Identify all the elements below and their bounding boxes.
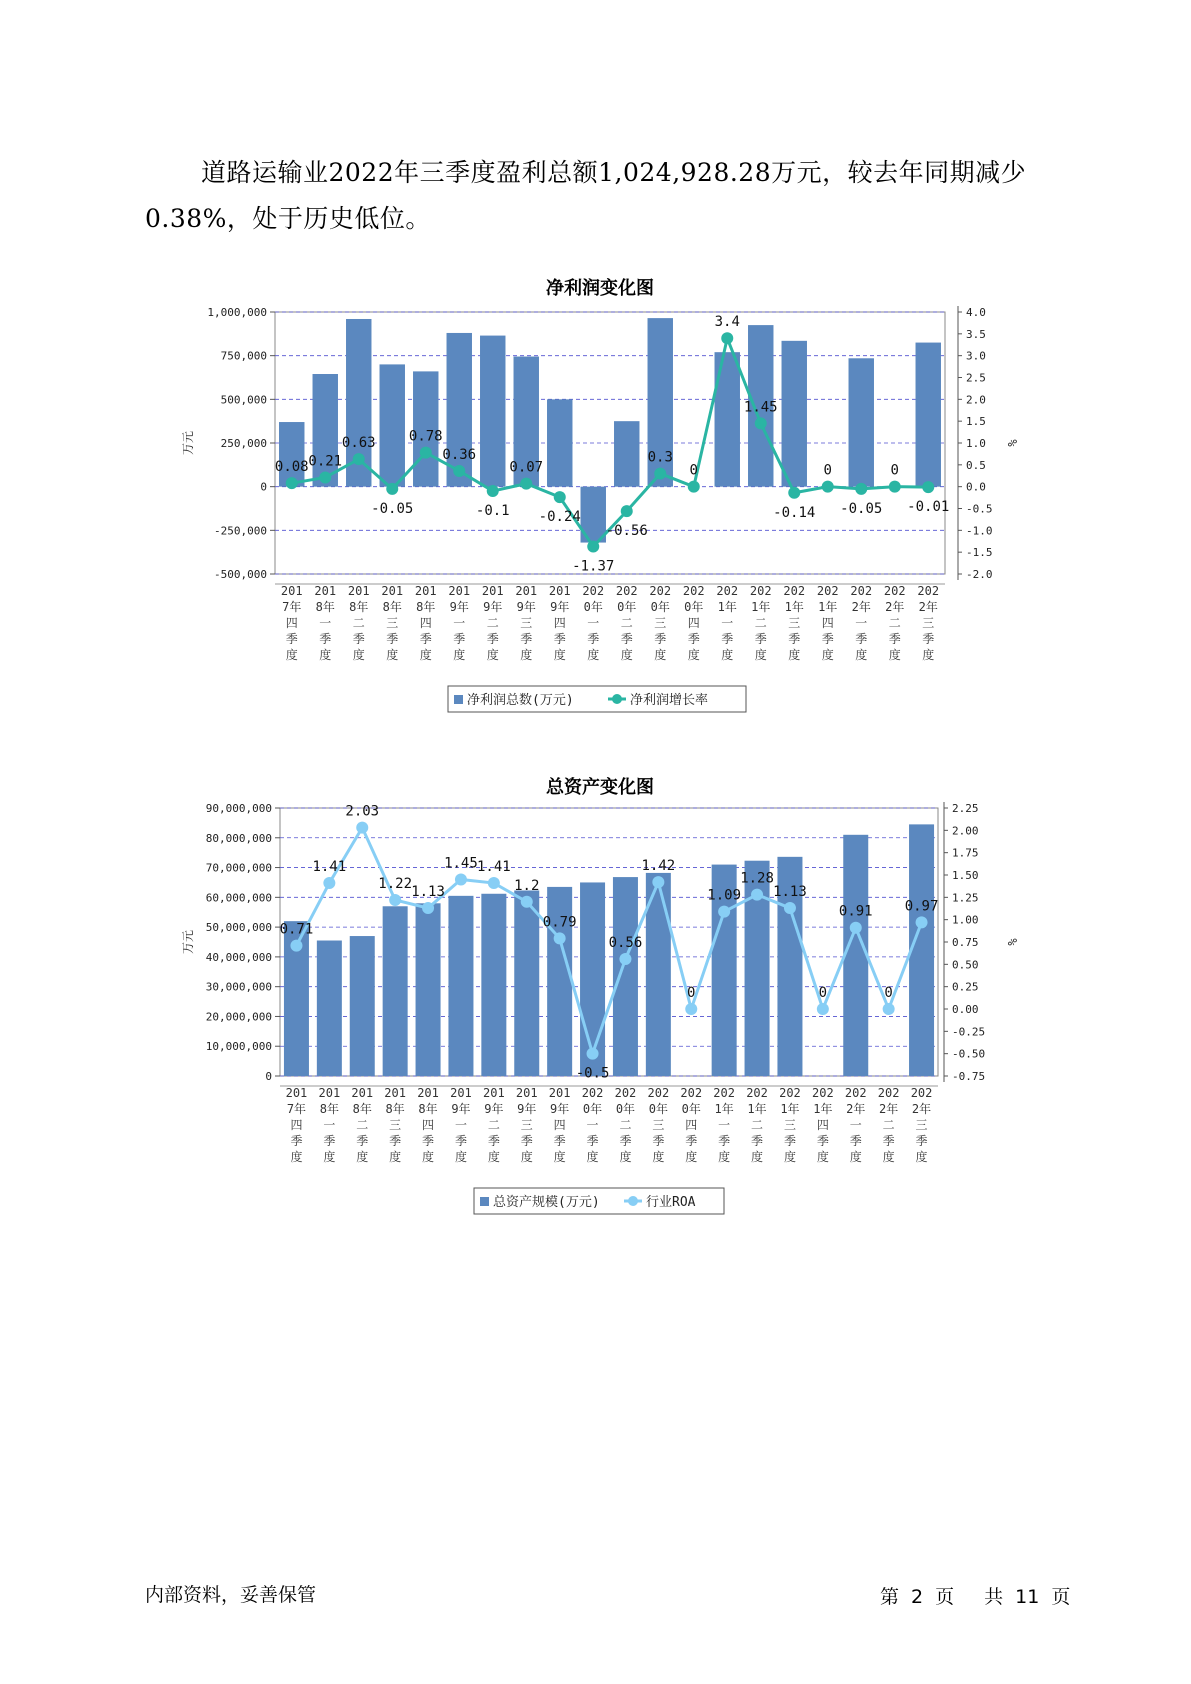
y2-tick-label: -0.25 <box>952 1025 986 1039</box>
bar <box>782 341 807 487</box>
data-label: -0.5 <box>575 1065 610 1082</box>
bar <box>380 364 405 486</box>
x-tick-label: 201 8年二季度 <box>351 1086 374 1164</box>
x-tick-label: 201 9年二季度 <box>483 1086 505 1164</box>
x-tick-label: 202 2年三季度 <box>910 1086 933 1164</box>
x-tick-label: 202 1年一季度 <box>713 1086 735 1164</box>
x-tick-label: 202 2年一季度 <box>850 584 873 662</box>
data-label: 0.91 <box>838 903 873 920</box>
x-tick-label: 202 0年二季度 <box>614 1086 637 1164</box>
y-tick-label: 20,000,000 <box>205 1010 272 1024</box>
data-label: 0.78 <box>408 428 443 445</box>
page-label: 页 <box>1051 1586 1071 1608</box>
y-axis-label: 万元 <box>181 929 195 955</box>
y-tick-label: 30,000,000 <box>205 980 272 994</box>
y-tick-label: 0 <box>265 1070 272 1083</box>
y2-tick-label: 4.0 <box>966 306 986 319</box>
data-label: 0.07 <box>509 459 544 476</box>
x-tick-label: 202 2年一季度 <box>844 1086 867 1164</box>
bar <box>614 421 639 487</box>
legend-bar-label: 净利润总数(万元) <box>467 693 574 708</box>
x-tick-label: 201 8年三季度 <box>384 1086 406 1164</box>
y2-tick-label: 1.0 <box>966 437 986 450</box>
x-tick-label: 201 8年二季度 <box>347 584 370 662</box>
y2-tick-label: -0.5 <box>966 502 993 516</box>
line-point <box>286 477 298 489</box>
x-tick-label: 201 9年四季度 <box>548 1086 571 1164</box>
line-point <box>455 873 467 885</box>
data-label: -0.05 <box>840 500 883 517</box>
bar <box>580 882 605 1076</box>
bar <box>916 343 941 487</box>
line-point <box>323 877 335 889</box>
y-tick-label: -500,000 <box>214 568 267 581</box>
legend-line-marker <box>628 1196 638 1206</box>
x-tick-label: 202 1年一季度 <box>716 584 739 662</box>
y2-tick-label: 0.0 <box>966 480 986 494</box>
x-tick-label: 202 0年二季度 <box>615 584 638 662</box>
y2-tick-label: 0.5 <box>966 458 986 472</box>
line-point <box>356 822 368 834</box>
x-tick-label: 202 1年三季度 <box>783 584 806 662</box>
x-tick-label: 202 1年三季度 <box>779 1086 801 1164</box>
chart-title-net-profit: 净利润变化图 <box>546 278 654 299</box>
data-label: 1.28 <box>740 870 774 887</box>
line-point <box>889 481 901 493</box>
y2-tick-label: -1.0 <box>966 524 993 538</box>
x-tick-label: 202 2年三季度 <box>917 584 940 662</box>
y2-tick-label: 0.25 <box>952 980 979 994</box>
bar <box>547 399 572 486</box>
data-label: 0.3 <box>647 449 673 466</box>
data-label: 0 <box>823 462 832 479</box>
y-tick-label: 250,000 <box>220 437 267 450</box>
bar <box>279 422 304 487</box>
line-point <box>587 1048 599 1060</box>
line-point <box>817 1003 829 1015</box>
line-point <box>554 932 566 944</box>
bar <box>448 896 473 1076</box>
x-tick-label: 201 9年一季度 <box>450 1086 472 1164</box>
y-tick-label: 500,000 <box>220 393 267 407</box>
bar <box>481 894 506 1076</box>
y2-tick-label: 2.25 <box>952 802 979 815</box>
data-label: -0.24 <box>538 509 581 526</box>
x-tick-label: 201 9年二季度 <box>481 584 504 662</box>
line-point <box>521 896 533 908</box>
legend-bar-swatch <box>454 695 463 704</box>
footer-confidential-note: 内部资料，妥善保管 <box>145 1584 317 1606</box>
bar <box>849 358 874 486</box>
data-label: -0.01 <box>907 499 950 516</box>
x-tick-label: 201 8年一季度 <box>314 584 337 662</box>
data-label: 0 <box>689 462 698 479</box>
line-point <box>488 877 500 889</box>
y2-tick-label: 2.5 <box>966 371 986 385</box>
legend-bar-swatch <box>480 1197 489 1206</box>
x-tick-label: 201 9年三季度 <box>515 584 538 662</box>
x-tick-label: 201 9年一季度 <box>448 584 471 662</box>
y2-tick-label: 2.0 <box>966 393 986 407</box>
page-total: 11 <box>1015 1586 1040 1608</box>
y2-tick-label: 0.75 <box>952 936 979 949</box>
y-tick-label: -250,000 <box>214 524 267 538</box>
total-label: 共 <box>984 1586 1004 1608</box>
line-point <box>422 902 434 914</box>
line-point <box>922 481 934 493</box>
y-tick-label: 90,000,000 <box>205 802 272 815</box>
net-profit-chart <box>0 300 1191 760</box>
x-tick-label: 201 7年四季度 <box>285 1086 308 1164</box>
line-point <box>755 417 767 429</box>
line-point <box>788 487 800 499</box>
bar <box>313 374 338 487</box>
y2-tick-label: 1.25 <box>952 891 979 905</box>
data-label: 3.4 <box>714 314 740 331</box>
line-point <box>353 453 365 465</box>
x-tick-label: 202 0年四季度 <box>682 584 705 662</box>
x-tick-label: 202 0年一季度 <box>581 1086 604 1164</box>
y2-tick-label: -0.50 <box>952 1047 986 1061</box>
y-tick-label: 70,000,000 <box>205 861 272 875</box>
data-label: 1.45 <box>743 399 778 416</box>
bar <box>514 890 539 1076</box>
data-label: 0.21 <box>308 453 343 470</box>
y2-tick-label: -1.5 <box>966 546 993 560</box>
line-point <box>520 478 532 490</box>
y2-tick-label: -0.75 <box>952 1070 986 1083</box>
data-label: -1.37 <box>572 558 615 575</box>
data-label: 0 <box>818 985 828 1001</box>
x-tick-label: 202 0年三季度 <box>647 1086 670 1164</box>
x-tick-label: 202 2年二季度 <box>877 1086 900 1164</box>
x-tick-label: 202 1年二季度 <box>746 1086 768 1164</box>
bar <box>416 903 441 1076</box>
data-label: 0.63 <box>341 435 376 452</box>
data-label: 1.22 <box>378 876 413 893</box>
line-point <box>751 889 763 901</box>
data-label: 0.79 <box>542 914 577 931</box>
data-label: 0.08 <box>274 459 309 476</box>
data-label: 1.09 <box>707 887 742 904</box>
line-point <box>487 485 499 497</box>
bar <box>447 333 472 487</box>
line-point <box>389 894 401 906</box>
line-point <box>721 332 733 344</box>
y2-tick-label: 1.5 <box>966 415 986 429</box>
data-label: -0.56 <box>605 523 648 540</box>
y2-tick-label: 1.50 <box>952 869 979 882</box>
bar <box>909 824 934 1076</box>
data-label: 1.2 <box>514 877 540 894</box>
data-label: 0 <box>890 462 899 479</box>
y-tick-label: 750,000 <box>220 349 267 363</box>
y-tick-label: 60,000,000 <box>205 891 272 905</box>
y2-tick-label: 3.0 <box>966 349 986 363</box>
y2-axis-label: % <box>1005 938 1019 946</box>
data-label: 0.56 <box>608 934 643 951</box>
line-point <box>453 465 465 477</box>
legend-bar-label: 总资产规模(万元) <box>493 1195 600 1210</box>
line-point <box>587 540 599 552</box>
y-tick-label: 0 <box>260 480 267 494</box>
legend-line-label: 净利润增长率 <box>630 693 709 708</box>
page-label: 第 <box>880 1586 900 1608</box>
bar <box>480 336 505 487</box>
line-point <box>621 505 633 517</box>
line-point <box>386 483 398 495</box>
line-point <box>290 940 302 952</box>
data-label: 1.42 <box>641 858 676 875</box>
line-point <box>319 471 331 483</box>
line-point <box>916 916 928 928</box>
bar <box>317 941 342 1076</box>
x-tick-label: 201 9年四季度 <box>548 584 571 662</box>
y2-axis-label: % <box>1005 439 1019 447</box>
x-tick-label: 201 9年三季度 <box>515 1086 538 1164</box>
data-label: -0.14 <box>773 504 816 521</box>
line-point <box>855 483 867 495</box>
bar <box>350 936 375 1076</box>
x-tick-label: 202 0年四季度 <box>680 1086 703 1164</box>
data-label: 0 <box>884 985 893 1001</box>
line-point <box>883 1003 895 1015</box>
x-tick-label: 202 1年四季度 <box>816 584 839 662</box>
total-assets-chart <box>0 800 1191 1240</box>
data-label: 0.97 <box>904 898 939 915</box>
line-point <box>784 902 796 914</box>
x-tick-label: 202 1年二季度 <box>749 584 772 662</box>
x-tick-label: 202 1年四季度 <box>812 1086 834 1164</box>
y-tick-label: 80,000,000 <box>205 831 272 845</box>
y2-tick-label: 3.5 <box>966 327 986 341</box>
y2-tick-label: -2.0 <box>966 568 993 581</box>
line-point <box>554 491 566 503</box>
line-point <box>619 953 631 965</box>
data-label: 1.41 <box>476 859 511 876</box>
data-label: 1.41 <box>312 859 347 876</box>
bar <box>843 835 868 1076</box>
data-label: -0.1 <box>475 503 510 520</box>
data-label: 2.03 <box>345 803 380 820</box>
x-tick-label: 201 8年四季度 <box>417 1086 439 1164</box>
x-tick-label: 202 0年三季度 <box>649 584 672 662</box>
y-tick-label: 10,000,000 <box>205 1040 272 1054</box>
y-tick-label: 50,000,000 <box>205 921 272 935</box>
y-tick-label: 40,000,000 <box>205 950 272 964</box>
summary-paragraph: 道路运输业2022年三季度盈利总额1,024,928.28万元，较去年同期减少0.38%，处于历史低位。 <box>145 158 1027 233</box>
page-label: 页 <box>935 1586 955 1608</box>
line-point <box>688 481 700 493</box>
x-tick-label: 201 8年一季度 <box>318 1086 341 1164</box>
data-label: 0 <box>687 985 696 1001</box>
data-label: 0.36 <box>442 446 477 463</box>
y-axis-label: 万元 <box>181 430 195 456</box>
x-tick-label: 201 8年四季度 <box>414 584 437 662</box>
x-tick-label: 202 2年二季度 <box>883 584 906 662</box>
data-label: -0.05 <box>371 500 414 517</box>
chart-title-total-assets: 总资产变化图 <box>546 777 654 798</box>
y2-tick-label: 2.00 <box>952 824 979 838</box>
legend-line-label: 行业ROA <box>646 1195 696 1210</box>
y2-tick-label: 1.75 <box>952 846 979 860</box>
data-label: 1.13 <box>411 884 445 901</box>
data-label: 1.13 <box>773 884 807 901</box>
bar <box>613 877 638 1076</box>
x-tick-label: 202 0年一季度 <box>582 584 605 662</box>
footer-page-number <box>880 1582 1082 1609</box>
x-tick-label: 201 7年四季度 <box>280 584 303 662</box>
y2-tick-label: 0.50 <box>952 958 979 972</box>
line-point <box>420 447 432 459</box>
y2-tick-label: 0.00 <box>952 1003 979 1016</box>
line-point <box>685 1003 697 1015</box>
bar <box>383 906 408 1076</box>
data-label: 0.71 <box>279 921 314 938</box>
data-label: 1.45 <box>444 855 478 872</box>
y2-tick-label: 1.00 <box>952 913 979 927</box>
line-point <box>652 876 664 888</box>
x-tick-label: 201 8年三季度 <box>381 584 404 662</box>
y-tick-label: 1,000,000 <box>207 306 267 319</box>
legend-line-marker <box>612 694 622 704</box>
line-point <box>850 922 862 934</box>
page-current: 2 <box>911 1586 924 1608</box>
line-point <box>654 468 666 480</box>
line-point <box>822 481 834 493</box>
line-point <box>718 906 730 918</box>
